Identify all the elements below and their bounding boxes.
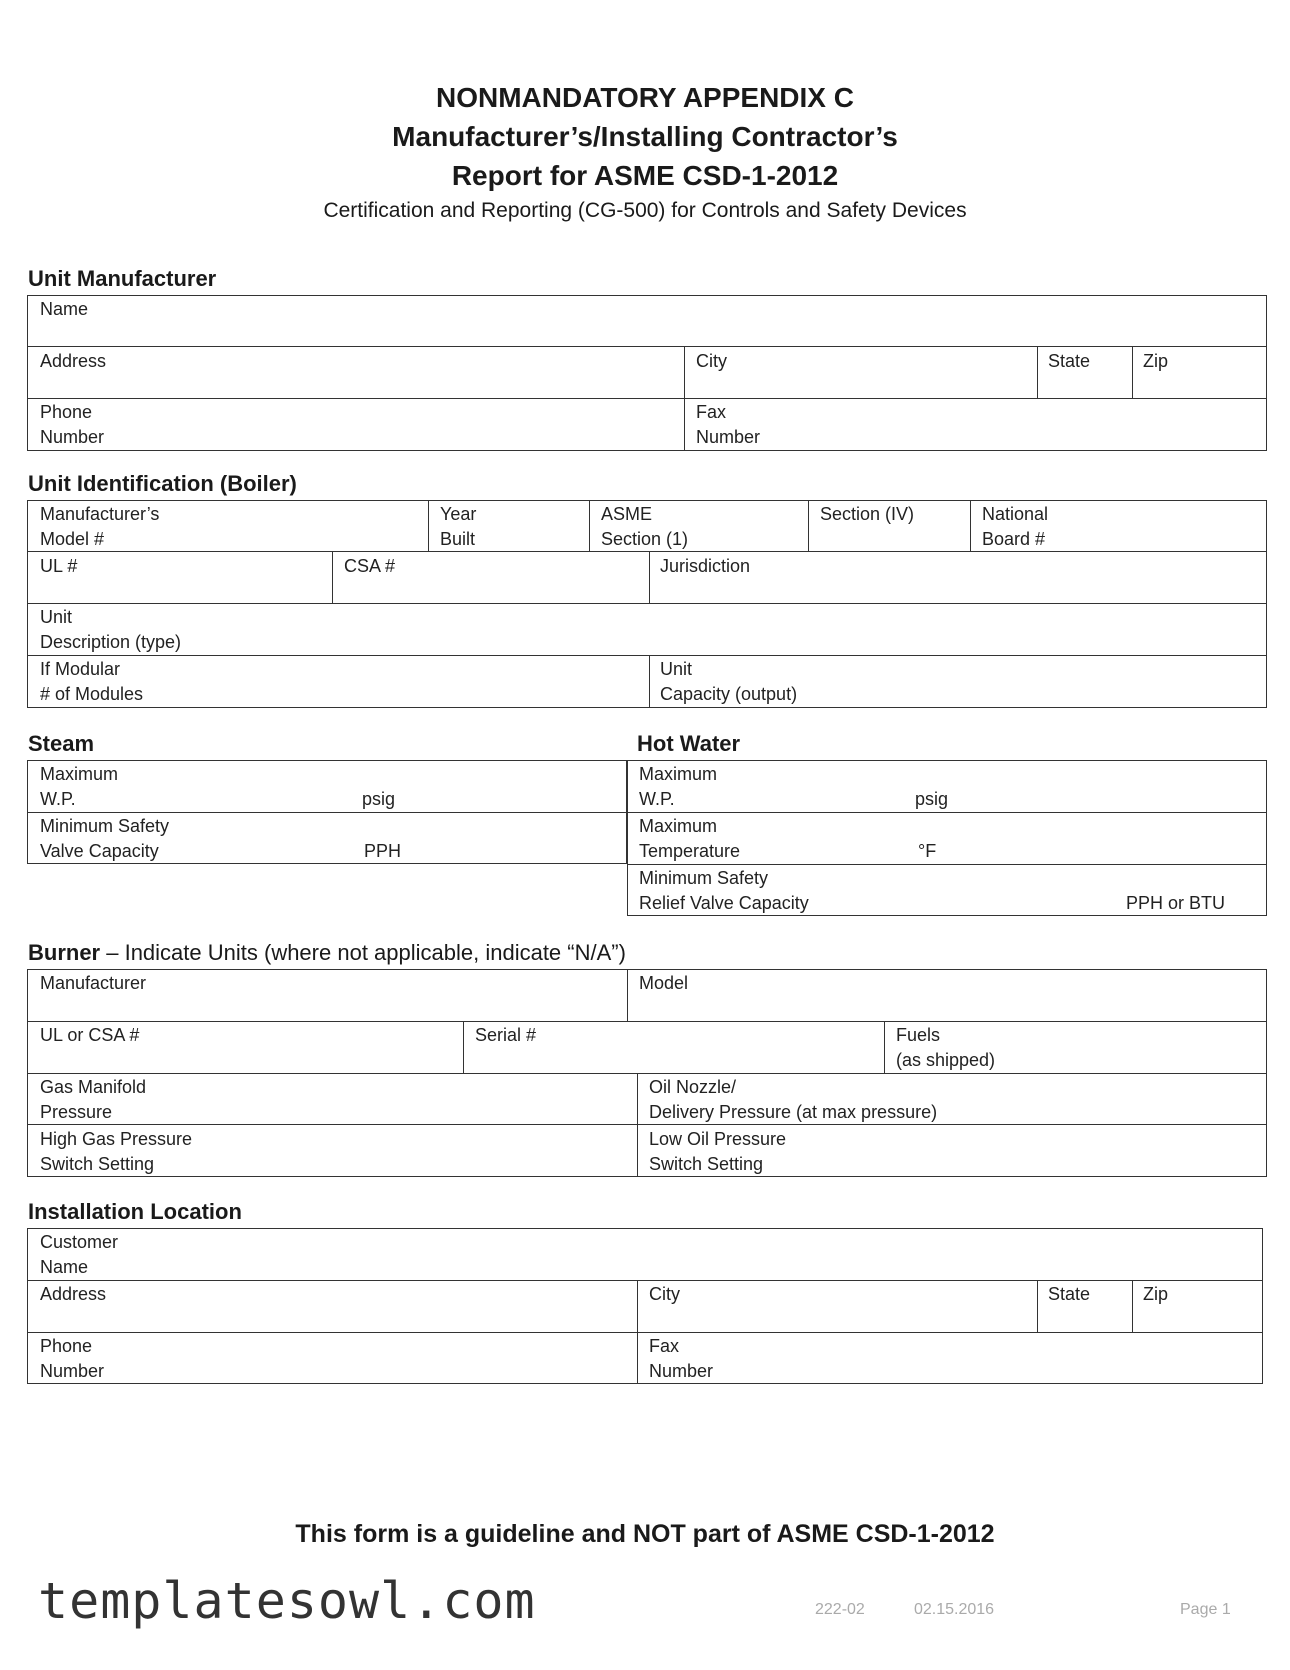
form-number: 222-02: [815, 1601, 865, 1618]
divider: [27, 812, 627, 813]
gas-manifold-pressure-field[interactable]: Gas Manifold Pressure: [40, 1077, 147, 1122]
burner-fuels-field[interactable]: Fuels (as shipped): [896, 1025, 996, 1070]
burner-model-field[interactable]: Model: [639, 973, 689, 993]
low-oil-pressure-field[interactable]: Low Oil Pressure Switch Setting: [649, 1129, 787, 1174]
burner-ul-csa-field[interactable]: UL or CSA #: [40, 1025, 140, 1045]
hot-water-max-temp-field[interactable]: Maximum Temperature: [639, 816, 741, 861]
divider: [1037, 1280, 1038, 1332]
divider: [637, 1280, 638, 1384]
form-date: 02.15.2016: [914, 1601, 995, 1618]
divider: [428, 500, 429, 551]
form-title-block: [0, 78, 1290, 227]
manufacturer-name-field[interactable]: Name: [40, 299, 89, 319]
divider: [627, 864, 1267, 865]
page-number: Page 1: [1180, 1601, 1231, 1618]
divider: [649, 655, 650, 708]
divider: [684, 346, 685, 451]
divider: [884, 1021, 885, 1073]
form-title-standard: Report for ASME CSD-1-2012: [451, 160, 839, 191]
form-subtitle: Certification and Reporting (CG-500) for Controls and Safety Devices: [323, 199, 967, 222]
steam-min-safety-unit: PPH: [364, 841, 402, 861]
oil-nozzle-pressure-field[interactable]: Oil Nozzle/ Delivery Pressure (at max pressure): [649, 1077, 938, 1122]
customer-city-field[interactable]: City: [649, 1284, 680, 1304]
customer-phone-field[interactable]: Phone Number: [40, 1336, 105, 1381]
jurisdiction-field[interactable]: Jurisdiction: [660, 556, 751, 576]
watermark-logo: templatesowl.com: [38, 1572, 536, 1630]
hot-water-min-relief-field[interactable]: Minimum Safety Relief Valve Capacity: [639, 868, 809, 913]
divider: [27, 1332, 1263, 1333]
manufacturer-phone-field[interactable]: Phone Number: [40, 402, 105, 447]
manufacturer-city-field[interactable]: City: [696, 351, 727, 371]
divider: [1132, 346, 1133, 398]
burner-heading-title: Burner: [28, 940, 101, 965]
form-title-report: Manufacturer’s/Installing Contractor’s: [392, 121, 898, 152]
national-board-field[interactable]: National Board #: [982, 504, 1049, 549]
divider: [808, 500, 809, 551]
unit-description-field[interactable]: Unit Description (type): [40, 607, 182, 652]
divider: [649, 551, 650, 603]
divider: [589, 500, 590, 551]
manufacturer-fax-field[interactable]: Fax Number: [696, 402, 761, 447]
customer-fax-field[interactable]: Fax Number: [649, 1336, 714, 1381]
csa-number-field[interactable]: CSA #: [344, 556, 396, 576]
customer-zip-field[interactable]: Zip: [1143, 1284, 1169, 1304]
burner-heading-note: – Indicate Units (where not applicable, indicate “N/A”): [100, 940, 626, 965]
divider: [27, 603, 1267, 604]
form-title-appendix: NONMANDATORY APPENDIX C: [436, 82, 854, 113]
hot-water-max-wp-field[interactable]: Maximum W.P.: [639, 764, 718, 809]
year-built-field[interactable]: Year Built: [440, 504, 477, 549]
manufacturer-zip-field[interactable]: Zip: [1143, 351, 1169, 371]
divider: [27, 346, 1267, 347]
steam-max-wp-unit: psig: [362, 789, 396, 809]
customer-address-field[interactable]: Address: [40, 1284, 107, 1304]
installation-location-heading: Installation Location: [28, 1199, 242, 1224]
customer-state-field[interactable]: State: [1048, 1284, 1091, 1304]
guideline-notice: This form is a guideline and NOT part of ASME CSD-1-2012: [295, 1520, 995, 1548]
divider: [27, 655, 1267, 656]
steam-min-safety-field[interactable]: Minimum Safety Valve Capacity: [40, 816, 170, 861]
divider: [627, 969, 628, 1021]
divider: [970, 500, 971, 551]
hot-water-min-relief-unit: PPH or BTU: [1126, 893, 1226, 913]
divider: [1037, 346, 1038, 398]
burner-serial-field[interactable]: Serial #: [475, 1025, 537, 1045]
divider: [463, 1021, 464, 1073]
section-iv-field[interactable]: Section (IV): [820, 504, 915, 524]
divider: [27, 1124, 1267, 1125]
customer-name-field[interactable]: Customer Name: [40, 1232, 119, 1277]
divider: [332, 551, 333, 603]
hot-water-max-temp-unit: °F: [918, 841, 937, 861]
divider: [627, 812, 1267, 813]
divider: [27, 398, 1267, 399]
divider: [27, 1280, 1263, 1281]
unit-capacity-field[interactable]: Unit Capacity (output): [660, 659, 798, 704]
steam-max-wp-field[interactable]: Maximum W.P.: [40, 764, 119, 809]
hot-water-max-wp-unit: psig: [915, 789, 949, 809]
modules-count-field[interactable]: If Modular # of Modules: [40, 659, 144, 704]
unit-manufacturer-heading: Unit Manufacturer: [28, 266, 217, 291]
manufacturer-state-field[interactable]: State: [1048, 351, 1091, 371]
ul-number-field[interactable]: UL #: [40, 556, 78, 576]
hot-water-heading: Hot Water: [637, 731, 741, 756]
divider: [1132, 1280, 1133, 1332]
unit-identification-heading: Unit Identification (Boiler): [28, 471, 297, 496]
model-number-field[interactable]: Manufacturer’s Model #: [40, 504, 160, 549]
burner-manufacturer-field[interactable]: Manufacturer: [40, 973, 147, 993]
divider: [27, 1021, 1267, 1022]
manufacturer-address-field[interactable]: Address: [40, 351, 107, 371]
steam-heading: Steam: [28, 731, 95, 756]
high-gas-pressure-field[interactable]: High Gas Pressure Switch Setting: [40, 1129, 193, 1174]
asme-section-field[interactable]: ASME Section (1): [601, 504, 689, 549]
divider: [637, 1073, 638, 1177]
burner-heading: [28, 940, 626, 966]
divider: [27, 1073, 1267, 1074]
